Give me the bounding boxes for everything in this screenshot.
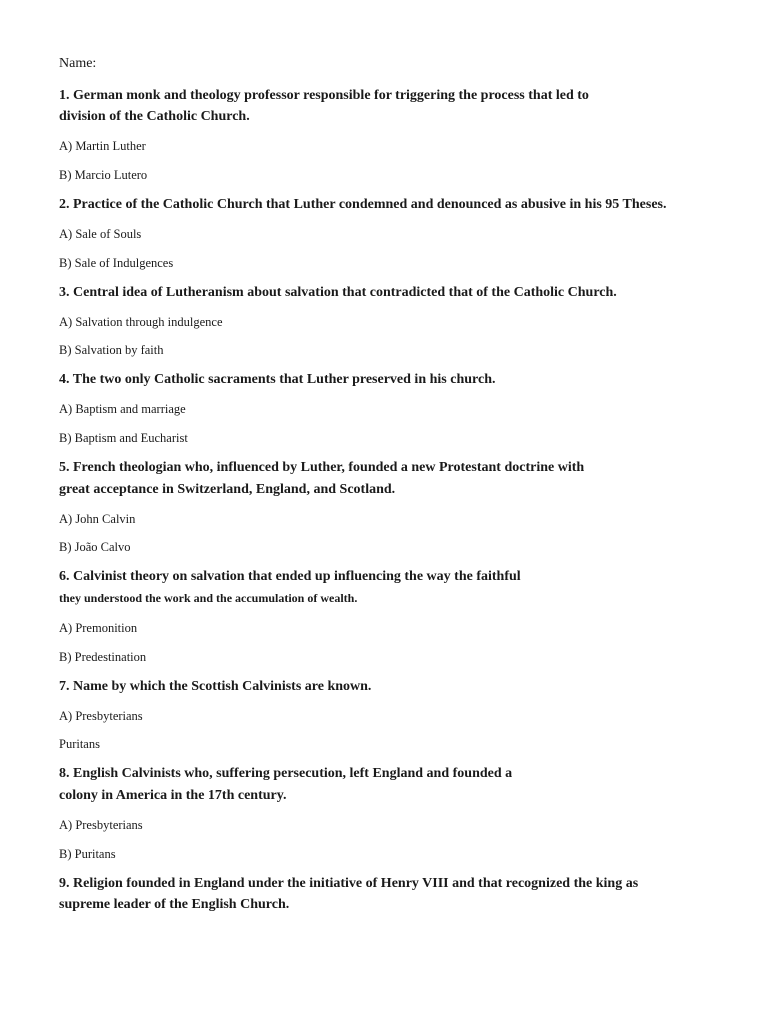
answer-option: B) Baptism and Eucharist [59, 431, 188, 445]
question-text: supreme leader of the English Church. [59, 897, 290, 912]
question-text: 4. The two only Catholic sacraments that Luther preserved in his church. [59, 372, 496, 387]
question-text: 6. Calvinist theory on salvation that ended up influencing the way the faithful [59, 569, 521, 584]
question-text: 9. Religion founded in England under the initiative of Henry VIII and that recognized the king as [59, 876, 639, 891]
answer-option: B) Predestination [59, 650, 147, 664]
answer-option: A) Premonition [59, 621, 138, 635]
question-text: 7. Name by which the Scottish Calvinists are known. [59, 679, 372, 694]
answer-option: B) Marcio Lutero [59, 168, 148, 182]
question-text: 3. Central idea of Lutheranism about salvation that contradicted that of the Catholic Church. [59, 285, 617, 300]
answer-option: A) Presbyterians [59, 818, 143, 832]
answer-option: A) Sale of Souls [59, 227, 142, 241]
question-text: 2. Practice of the Catholic Church that Luther condemned and denounced as abusive in his 95 Theses. [59, 197, 667, 212]
question-text: colony in America in the 17th century. [59, 788, 287, 803]
question-text: 1. German monk and theology professor responsible for triggering the process that led to [59, 88, 589, 103]
answer-option: A) Salvation through indulgence [59, 315, 223, 329]
answer-option: A) Presbyterians [59, 709, 143, 723]
question-text: great acceptance in Switzerland, England, and Scotland. [59, 482, 396, 497]
answer-option: A) Baptism and marriage [59, 402, 186, 416]
question-text: division of the Catholic Church. [59, 109, 250, 124]
answer-option: B) Salvation by faith [59, 343, 164, 357]
answer-option: A) Martin Luther [59, 139, 146, 153]
question-text: they understood the work and the accumulation of wealth. [59, 591, 358, 605]
answer-option: A) John Calvin [59, 512, 136, 526]
answer-option: B) Puritans [59, 847, 116, 861]
question-text: 5. French theologian who, influenced by Luther, founded a new Protestant doctrine with [59, 460, 585, 475]
answer-option: B) João Calvo [59, 540, 131, 554]
answer-option: B) Sale of Indulgences [59, 256, 174, 270]
name-label: Name: [59, 56, 97, 71]
answer-option: Puritans [59, 737, 100, 751]
question-text: 8. English Calvinists who, suffering persecution, left England and founded a [59, 766, 513, 781]
